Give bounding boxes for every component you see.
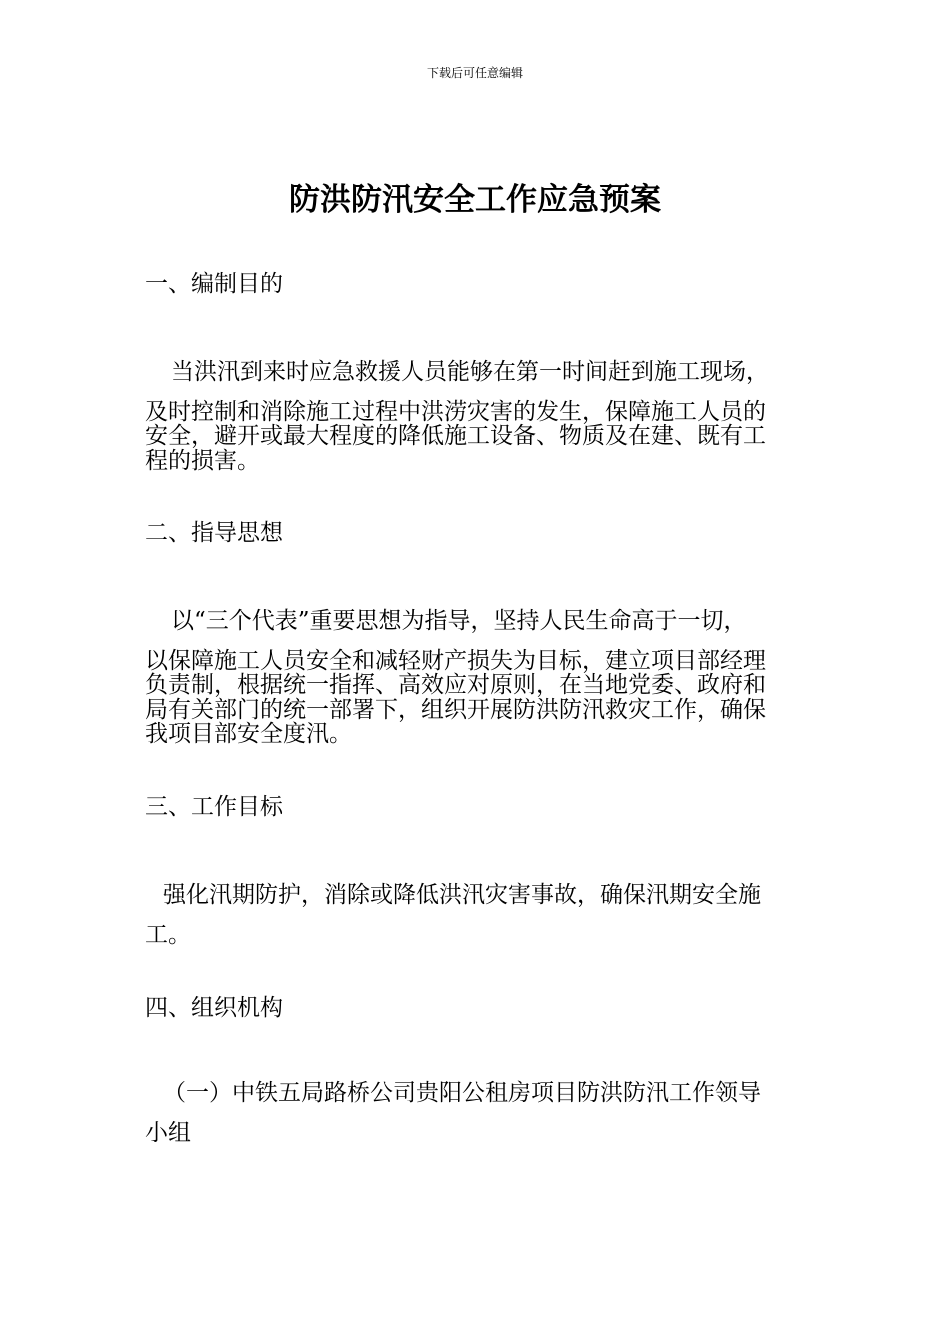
paragraph-line: 强化汛期防护，消除或降低洪汛灾害事故，确保汛期安全施 [163, 882, 761, 908]
section-body-4 [145, 1081, 807, 1145]
paragraph-line: 当洪汛到来时应急救援人员能够在第一时间赶到施工现场， [171, 359, 769, 385]
paragraph-line: 以“三个代表”重要思想为指导，坚持人民生命高于一切， [171, 608, 747, 634]
paragraph-line: 我项目部安全度汛。 [145, 721, 352, 747]
section-heading-2: 二、指导思想 [145, 520, 283, 546]
paragraph-line: 工。 [145, 921, 191, 948]
paragraph-line: 局有关部门的统一部署下，组织开展防洪防汛救灾工作，确保 [145, 696, 766, 723]
paragraph-line: （一）中铁五局路桥公司贵阳公租房项目防洪防汛工作领导 [163, 1080, 761, 1106]
section-body-1 [145, 360, 807, 473]
section-body-3 [145, 883, 807, 947]
paragraph-line: 及时控制和消除施工过程中洪涝灾害的发生，保障施工人员的 [145, 398, 766, 425]
paragraph-line: 安全，避开或最大程度的降低施工设备、物质及在建、既有工 [145, 423, 766, 449]
section-body-2 [145, 609, 807, 747]
document-title: 防洪防汛安全工作应急预案 [289, 182, 661, 218]
paragraph-line: 程的损害。 [145, 447, 260, 474]
paragraph-line: 小组 [145, 1119, 191, 1146]
paragraph-line: 负责制，根据统一指挥、高效应对原则，在当地党委、政府和 [145, 672, 766, 698]
paragraph-line: 以保障施工人员安全和减轻财产损失为目标，建立项目部经理 [145, 647, 766, 674]
section-heading-3: 三、工作目标 [145, 794, 283, 820]
section-heading-4: 四、组织机构 [145, 995, 283, 1021]
section-heading-1: 一、编制目的 [145, 271, 283, 297]
header-note: 下载后可任意编辑 [426, 66, 523, 80]
